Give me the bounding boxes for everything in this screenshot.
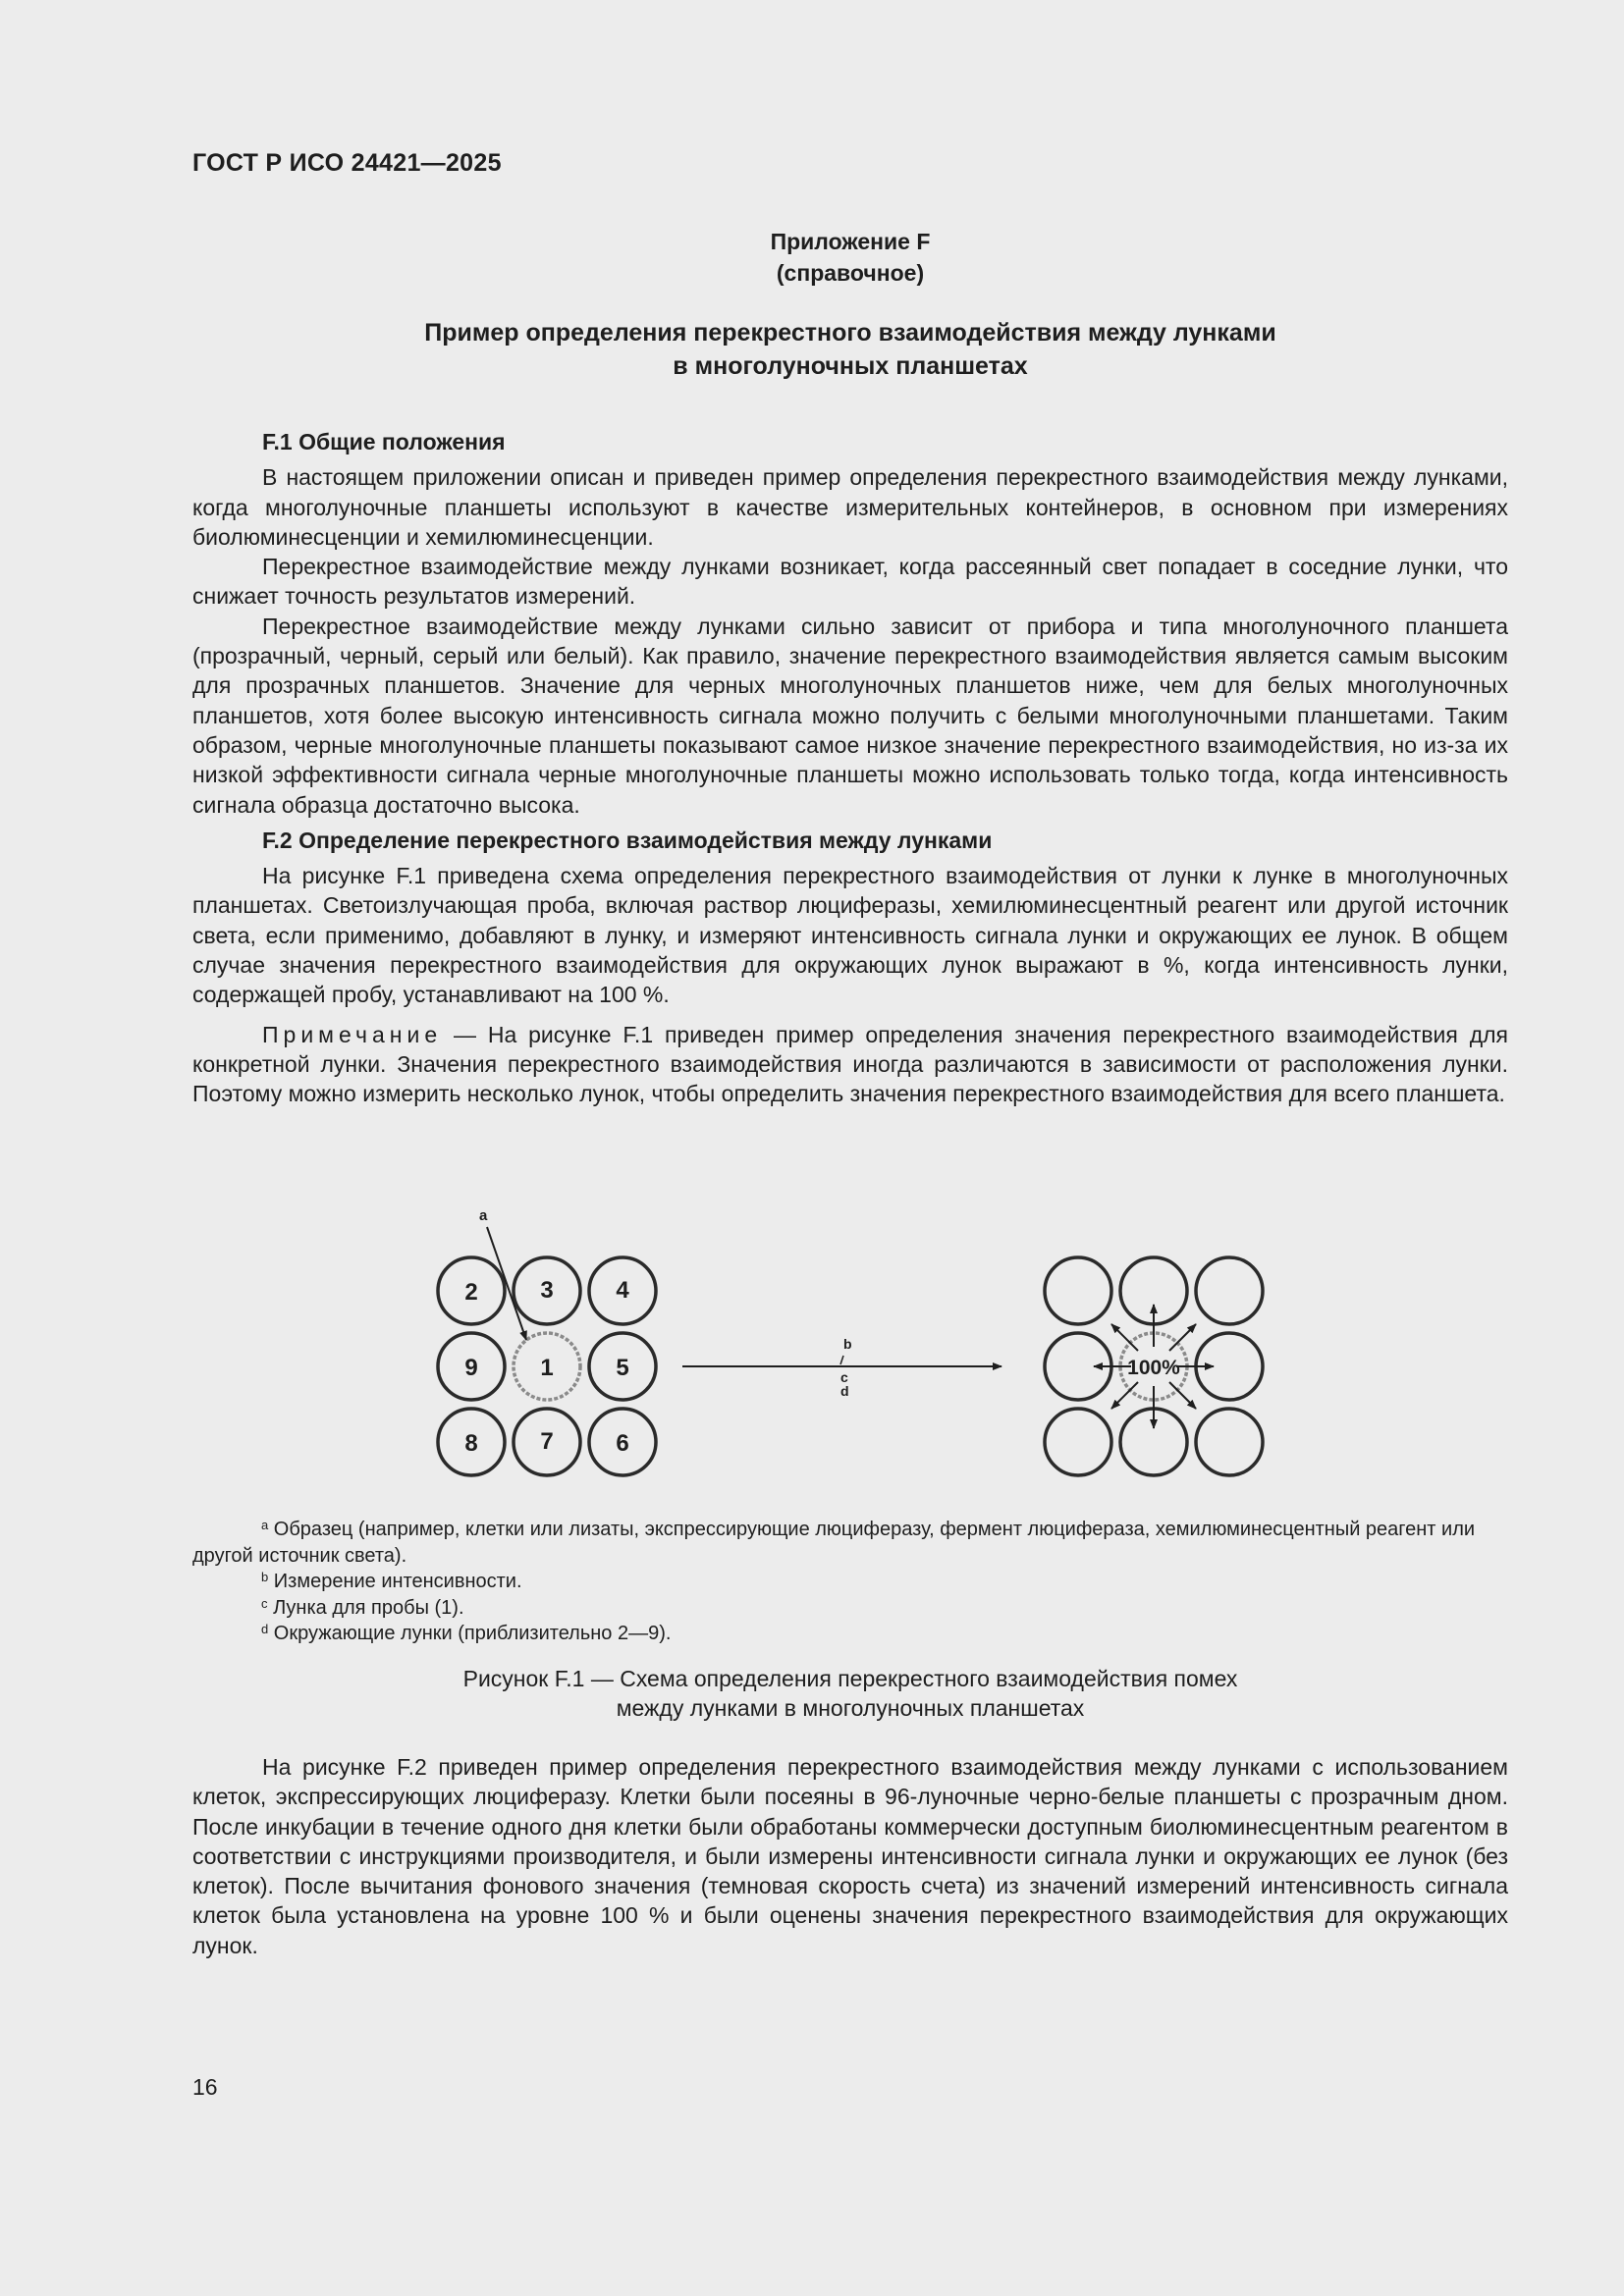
page-number: 16	[192, 2074, 218, 2100]
note-text: — На рисунке F.1 приведен пример определения значения перекрестного взаимодействия для конкретной лунки. Значения перекрестного взаимодействия иногда различаются в зависимости от расположения лунки. Поэтому можно измерить несколько лунок, чтобы определить значения перекрестного взаимодействия для всего планшета.	[192, 1021, 1508, 1107]
document-header-code: ГОСТ Р ИСО 24421—2025	[192, 149, 502, 177]
section-heading-f2: F.2 Определение перекрестного взаимодействия между лунками	[262, 827, 993, 853]
well-number: 6	[616, 1430, 629, 1457]
label-d: d	[840, 1383, 849, 1399]
sample-pointer-line	[487, 1227, 526, 1340]
well-number: 2	[464, 1279, 478, 1306]
well-number: 3	[540, 1277, 554, 1304]
main-title-line-1: Пример определения перекрестного взаимодействия между лунками	[424, 319, 1276, 347]
footnote: $^d$ Окружающие лунки (приблизительно 2—9).	[261, 1622, 672, 1644]
paragraph: На рисунке F.1 приведена схема определения перекрестного взаимодействия от лунки к лунке в многолуночных планшетах. Светоизлучающая проба, включая раствор люциферазы, хемилюминесцентный реагент или другой источник света, если применимо, добавляют в лунку, и измеряют интенсивность сигнала лунки и окружающих ее лунок. В общем случае значения перекрестного взаимодействия для окружающих лунок выражают в %, когда интенсивность лунки, содержащей пробу, устанавливают на 100 %.	[192, 863, 1508, 1008]
annex-main-title	[192, 316, 1508, 383]
well-number: 7	[540, 1428, 554, 1455]
annex-number: Приложение F	[770, 229, 931, 254]
well-circle	[1045, 1257, 1111, 1324]
figure-f1-diagram	[422, 1200, 1286, 1494]
body-text-top	[192, 427, 1508, 1109]
footnote: $^b$ Измерение интенсивности.	[261, 1570, 522, 1592]
well-number: 8	[464, 1430, 478, 1457]
figure-caption	[192, 1664, 1508, 1723]
paragraph: Перекрестное взаимодействие между лунками возникает, когда рассеянный свет попадает в соседние лунки, что снижает точность результатов измерений.	[192, 554, 1508, 610]
note-paragraph	[192, 1020, 1508, 1109]
well-circle	[1196, 1257, 1263, 1324]
well-number: 5	[616, 1355, 629, 1381]
footnote: $^a$ Образец (например, клетки или лизаты, экспрессирующие люциферазу, фермент люцифераза, хемилюминесцентный реагент или другой источник света).	[192, 1518, 1476, 1567]
label-a: a	[479, 1207, 488, 1224]
well-number: 4	[616, 1277, 629, 1304]
figure-footnotes	[192, 1517, 1508, 1647]
well-number-sample: 1	[540, 1355, 554, 1381]
footnote: $^c$ Лунка для пробы (1).	[261, 1595, 464, 1619]
label-b: b	[843, 1336, 852, 1352]
paragraph: На рисунке F.2 приведен пример определения перекрестного взаимодействия между лунками с использованием клеток, экспрессирующих люциферазу. Клетки были посеяны в 96-луночные черно-белые планшеты с прозрачным дном. После инкубации в течение одного дня клетки были обработаны коммерчески доступным биолюминесцентным реагентом в соответствии с инструкциями производителя, и были измерены интенсивности сигнала лунки и окружающих ее лунок (без клеток). После вычитания фонового значения (темновая скорость счета) из значений измерений интенсивность сигнала клеток была установлена на уровне 100 % и были оценены значения перекрестного взаимодействия для окружающих лунок.	[192, 1754, 1508, 1958]
section-heading-f1: F.1 Общие положения	[262, 429, 506, 454]
center-value-label: 100%	[1127, 1357, 1180, 1379]
paragraph: В настоящем приложении описан и приведен пример определения перекрестного взаимодействия между лунками, когда многолуночные планшеты используют в качестве измерительных контейнеров, в основном при измерениях биолюминесценции и хемилюминесценции.	[192, 464, 1508, 550]
annex-type: (справочное)	[776, 260, 925, 286]
label-c: c	[840, 1369, 848, 1385]
well-circle	[1196, 1409, 1263, 1475]
well-number: 9	[464, 1355, 478, 1381]
paragraph: Перекрестное взаимодействие между лунками сильно зависит от прибора и типа многолуночного планшета (прозрачный, черный, серый или белый). Как правило, значение перекрестного взаимодействия является самым высоким для прозрачных планшетов. Значение для черных многолуночных планшетов ниже, чем для белых многолуночных планшетов, хотя более высокую интенсивность сигнала можно получить с белыми многолуночными планшетами. Таким образом, черные многолуночные планшеты показывают самое низкое значение перекрестного взаимодействия, но из-за их низкой эффективности сигнала черные многолуночные планшеты можно использовать только тогда, когда интенсивность сигнала образца достаточно высока.	[192, 613, 1508, 818]
main-title-line-2: в многолуночных планшетах	[673, 352, 1028, 380]
well-circle	[1045, 1409, 1111, 1475]
annex-title	[192, 226, 1508, 289]
body-text-bottom	[192, 1752, 1508, 1960]
caption-line-1: Рисунок F.1 — Схема определения перекрестного взаимодействия помех	[462, 1666, 1238, 1691]
note-label: Примечание	[262, 1021, 443, 1047]
caption-line-2: между лунками в многолуночных планшетах	[616, 1695, 1085, 1721]
